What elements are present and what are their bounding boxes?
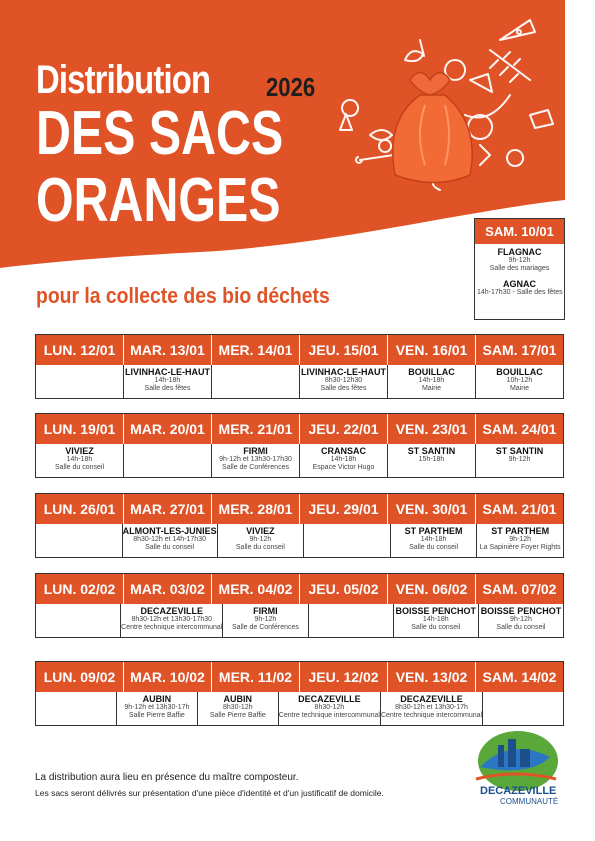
title-year: 2026	[266, 72, 316, 102]
cell-venue: Salle de Conférences	[222, 464, 289, 471]
cell-venue: Salle des fêtes	[320, 385, 367, 392]
day-label: VEN. 30/01	[388, 494, 476, 524]
day-label: VEN. 23/01	[388, 414, 476, 444]
cell-hours: 15h-18h	[418, 456, 445, 463]
footer-note-2: Les sacs seront délivrés sur présentation d'une pièce d'identité et d'un justificatif de domicile.	[35, 788, 384, 798]
week-body	[36, 692, 563, 725]
cell-place: FIRMI	[243, 446, 268, 456]
cell-hours: 14h-18h	[422, 616, 449, 623]
week-block	[35, 493, 564, 558]
cell-hours: 8h30-12h	[223, 704, 253, 711]
cell-place: BOUILLAC	[408, 367, 455, 377]
cell-hours: 8h30-12h et 14h-17h30	[133, 536, 206, 543]
week-body	[36, 365, 563, 398]
cell-venue: Salle du conseil	[235, 544, 285, 551]
day-label: JEU. 29/01	[300, 494, 388, 524]
cell-venue: Mairie	[421, 385, 442, 392]
orange-bag-illustration	[380, 60, 490, 190]
cell-hours: 9h-12h	[254, 616, 277, 623]
day-label: SAM. 17/01	[482, 342, 557, 358]
day-cell	[198, 692, 279, 725]
title-distribution: Distribution	[36, 58, 211, 102]
day-cell	[212, 444, 300, 477]
day-label: LUN. 02/02	[36, 574, 124, 604]
cell-place: VIVIEZ	[246, 526, 275, 536]
day-cell	[391, 524, 478, 557]
cell-place: ST PARTHEM	[491, 526, 550, 536]
cell-hours: 8h30-12h et 13h30-17h30	[131, 616, 213, 623]
special-day-body	[475, 244, 564, 300]
cell-hours: 14h-18h	[66, 456, 93, 463]
special-place: FLAGNAC	[497, 247, 542, 257]
cell-hours: 9h-12h	[509, 536, 532, 543]
day-cell	[36, 604, 121, 637]
cell-place: AUBIN	[223, 694, 253, 704]
cell-venue: Espace Victor Hugo	[312, 464, 375, 471]
cell-hours: 9h-12h	[510, 616, 532, 623]
day-label: MAR. 13/01	[124, 335, 212, 365]
cell-hours: 9h-12h	[508, 456, 531, 463]
cell-venue: Salle Pierre Baffie	[209, 712, 266, 719]
day-cell	[479, 604, 563, 637]
day-cell	[121, 604, 223, 637]
cell-hours: 9h-12h et 13h30-17h	[124, 704, 190, 711]
cell-place: DECAZEVILLE	[298, 694, 361, 704]
special-day-box	[474, 218, 565, 320]
week-body	[36, 524, 563, 557]
day-label: VEN. 16/01	[388, 335, 476, 365]
cell-place: ST PARTHEM	[404, 526, 463, 536]
day-cell	[218, 524, 305, 557]
special-place: AGNAC	[503, 279, 536, 289]
day-label: MAR. 10/02	[124, 662, 212, 692]
cell-place: DECAZEVILLE	[140, 606, 204, 616]
cell-place: FIRMI	[253, 606, 278, 616]
footer-note-1: La distribution aura lieu en présence du maître composteur.	[35, 772, 299, 783]
cell-venue: La Sapinière Foyer Rights	[479, 544, 561, 551]
day-cell	[117, 692, 198, 725]
day-label: MER. 04/02	[212, 574, 300, 604]
day-label: MER. 28/01	[212, 494, 300, 524]
day-cell	[279, 692, 381, 725]
cell-place: LIVINHAC-LE-HAUT	[301, 367, 386, 377]
special-day-header: SAM. 10/01	[475, 219, 564, 244]
day-cell	[476, 444, 563, 477]
cell-venue: Salle du conseil	[409, 544, 459, 551]
cell-venue: Salle du conseil	[145, 544, 195, 551]
cell-venue: Salle des fêtes	[144, 385, 191, 392]
day-label: LUN. 26/01	[36, 494, 124, 524]
day-label: SAM. 07/02	[482, 581, 557, 597]
week-block	[35, 334, 564, 399]
cell-venue: Centre technique intercommunal	[121, 624, 223, 631]
cell-venue: Mairie	[509, 385, 530, 392]
day-cell	[124, 365, 212, 398]
cell-hours: 9h-12h et 13h30-17h30	[219, 456, 292, 463]
day-cell	[388, 444, 476, 477]
day-label: MAR. 27/01	[124, 494, 212, 524]
title-line-2: DES SACS	[36, 99, 284, 168]
week-block	[35, 661, 564, 726]
day-label: JEU. 15/01	[300, 335, 388, 365]
week-header	[36, 335, 563, 365]
day-cell	[388, 365, 476, 398]
logo-subtitle: COMMUNAUTÉ	[500, 797, 559, 806]
cell-hours: 10h-12h	[506, 377, 533, 384]
week-block	[35, 573, 564, 638]
special-venue: 14h-17h30 - Salle des fêtes	[477, 289, 563, 296]
day-label: JEU. 22/01	[300, 414, 388, 444]
day-cell	[212, 365, 300, 398]
cell-place: ST SANTIN	[495, 446, 544, 456]
cell-place: ST SANTIN	[407, 446, 456, 456]
day-cell	[123, 524, 218, 557]
day-label: JEU. 05/02	[300, 574, 388, 604]
day-cell	[36, 444, 124, 477]
cell-venue: Salle du conseil	[411, 624, 461, 631]
week-header	[36, 574, 563, 604]
week-header	[36, 494, 563, 524]
day-label: MER. 21/01	[212, 414, 300, 444]
cell-place: VIVIEZ	[65, 446, 94, 456]
cell-hours: 9h-12h	[249, 536, 272, 543]
week-header	[36, 662, 563, 692]
day-cell	[304, 524, 391, 557]
day-label: LUN. 19/01	[36, 414, 124, 444]
day-cell	[381, 692, 483, 725]
day-cell	[223, 604, 308, 637]
logo-name: DECAZEVILLE	[480, 785, 557, 797]
day-label: LUN. 12/01	[36, 335, 124, 365]
subtitle: pour la collecte des bio déchets	[36, 283, 330, 308]
day-cell	[477, 524, 563, 557]
week-body	[36, 444, 563, 477]
week-body	[36, 604, 563, 637]
cell-place: CRANSAC	[321, 446, 366, 456]
day-cell	[394, 604, 479, 637]
cell-venue: Centre technique intercommunal	[380, 712, 483, 719]
day-label: MER. 11/02	[212, 662, 300, 692]
day-label: VEN. 06/02	[388, 574, 476, 604]
title-line-3: ORANGES	[36, 166, 281, 235]
day-cell	[124, 444, 212, 477]
day-cell	[36, 365, 124, 398]
day-label: SAM. 21/01	[482, 501, 557, 517]
cell-venue: Salle du conseil	[496, 624, 546, 631]
week-header	[36, 414, 563, 444]
special-venue: Salle des mariages	[489, 265, 550, 272]
cell-hours: 8h30-12h	[314, 704, 345, 711]
day-cell	[36, 524, 123, 557]
day-label: SAM. 24/01	[482, 421, 557, 437]
cell-hours: 14h-18h	[420, 536, 447, 543]
week-block	[35, 413, 564, 478]
cell-venue: Salle de Conférences	[231, 624, 299, 631]
day-label: MAR. 03/02	[124, 574, 212, 604]
day-cell	[476, 365, 563, 398]
cell-hours: 14h-18h	[154, 377, 181, 384]
day-cell	[36, 692, 117, 725]
cell-place: BOISSE PENCHOT	[480, 606, 562, 616]
cell-hours: 14h-18h	[418, 377, 445, 384]
day-label: MER. 14/01	[212, 335, 300, 365]
cell-place: ALMONT-LES-JUNIES	[122, 526, 217, 536]
cell-place: BOISSE PENCHOT	[395, 606, 477, 616]
cell-place: LIVINHAC-LE-HAUT	[125, 367, 210, 377]
cell-hours: 8h30-12h et 13h30-17h	[395, 704, 468, 711]
cell-venue: Salle du conseil	[54, 464, 105, 471]
cell-place: BOUILLAC	[496, 367, 543, 377]
cell-venue: Salle Pierre Baffie	[128, 712, 185, 719]
day-label: SAM. 14/02	[482, 669, 557, 685]
cell-hours: 14h-18h	[330, 456, 357, 463]
cell-place: DECAZEVILLE	[400, 694, 463, 704]
day-cell	[483, 692, 563, 725]
day-cell	[300, 365, 388, 398]
cell-place: AUBIN	[142, 694, 172, 704]
day-cell	[300, 444, 388, 477]
day-label: MAR. 20/01	[124, 414, 212, 444]
cell-hours: 8h30-12h30	[324, 377, 363, 384]
day-label: JEU. 12/02	[300, 662, 388, 692]
day-label: VEN. 13/02	[388, 662, 476, 692]
special-hours: 9h-12h	[508, 257, 531, 264]
day-label: LUN. 09/02	[36, 662, 124, 692]
day-cell	[309, 604, 394, 637]
cell-venue: Centre technique intercommunal	[278, 712, 380, 719]
